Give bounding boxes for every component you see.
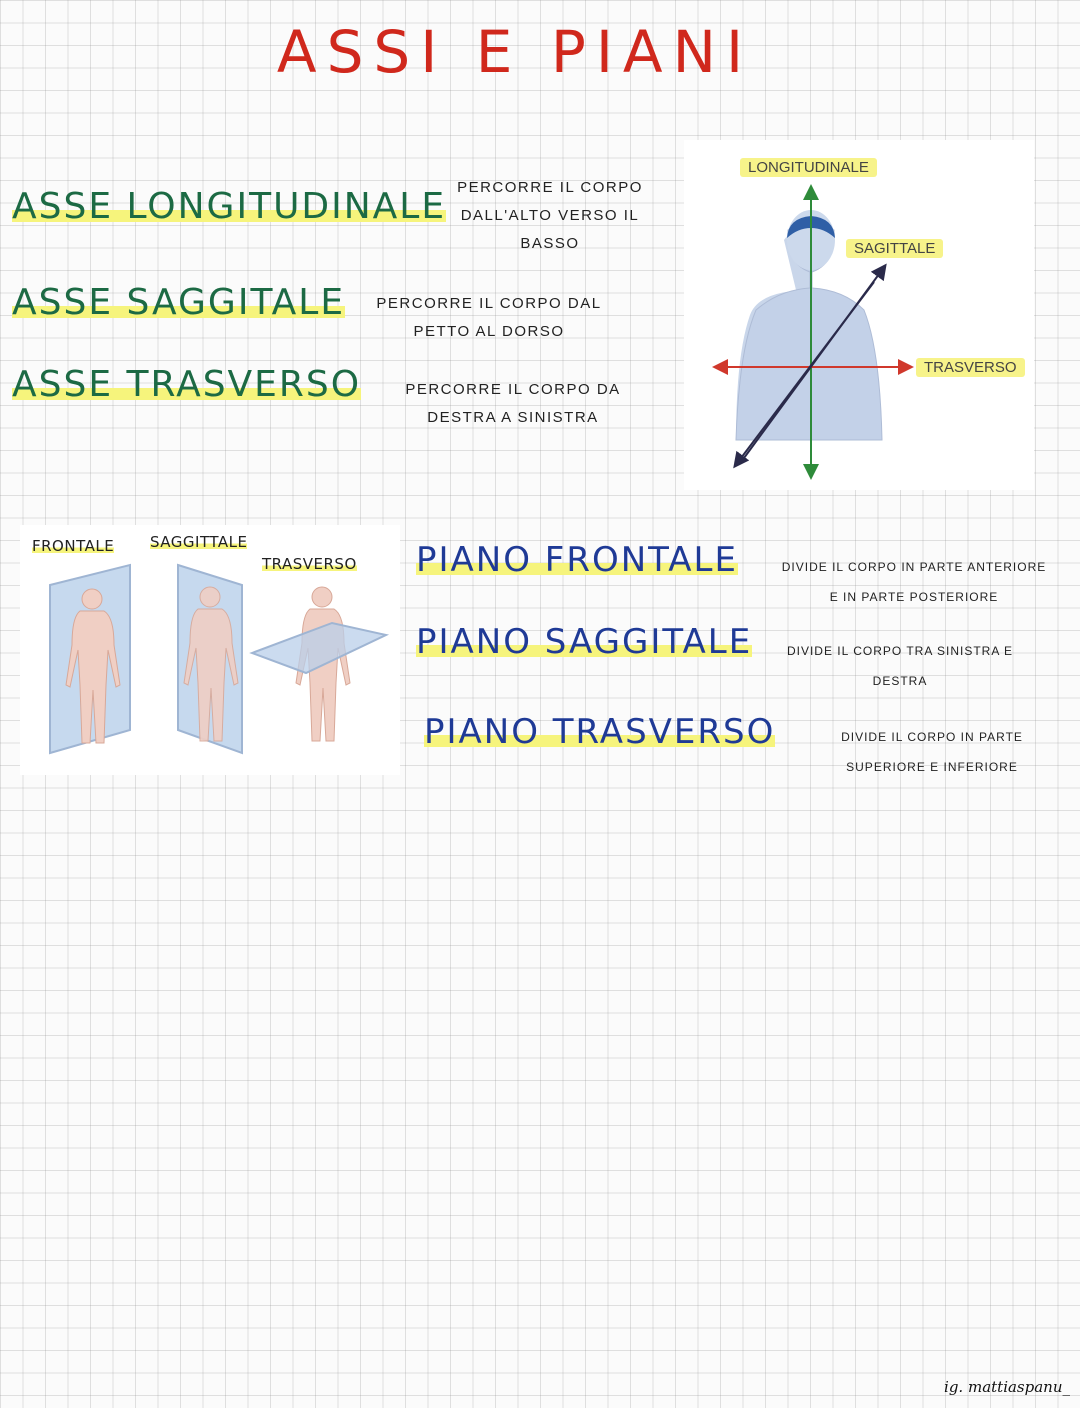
plane-label-frontale: FRONTALE <box>32 537 115 555</box>
axes-diagram <box>684 140 1034 490</box>
plane-label-trasverso: TRASVERSO <box>262 555 357 573</box>
page-title: ASSI E PIANI <box>276 18 754 86</box>
author-credit: ig. mattiaspanu_ <box>944 1378 1070 1396</box>
label-sagittale: SAGITTALE <box>846 239 943 258</box>
label-trasverso: TRASVERSO <box>916 358 1025 377</box>
plane-frontal-heading: PIANO FRONTALE <box>416 540 738 580</box>
transverse-plane <box>252 623 386 673</box>
axis-longitudinal-heading: ASSE LONGITUDINALE <box>12 186 447 227</box>
axis-longitudinal-description: PERCORRE IL CORPO DALL'ALTO VERSO IL BASSO <box>457 179 643 252</box>
axis-transverse-heading: ASSE TRASVERSO <box>12 364 362 405</box>
plane-sagittal-description: DIVIDE IL CORPO TRA SINISTRA E DESTRA <box>786 644 1014 688</box>
axis-transverse-description: PERCORRE IL CORPO DA DESTRA A SINISTRA <box>405 381 621 426</box>
plane-sagittal-heading: PIANO SAGGITALE <box>416 622 753 662</box>
planes-diagram <box>20 525 400 775</box>
plane-transverse-description: DIVIDE IL CORPO IN PARTE SUPERIORE E INFERIORE <box>841 730 1023 774</box>
plane-label-saggitale: SAGGITTALE <box>150 533 248 551</box>
plane-frontal-description: DIVIDE IL CORPO IN PARTE ANTERIORE E IN PARTE POSTERIORE <box>781 560 1047 604</box>
plane-transverse-heading: PIANO TRASVERSO <box>424 712 776 752</box>
torso-axes-illustration <box>684 140 1034 490</box>
axis-sagittal-description: PERCORRE IL CORPO DAL PETTO AL DORSO <box>376 295 602 340</box>
planes-illustration <box>20 525 400 775</box>
label-longitudinale: LONGITUDINALE <box>740 158 877 177</box>
axis-sagittal-heading: ASSE SAGGITALE <box>12 282 346 323</box>
